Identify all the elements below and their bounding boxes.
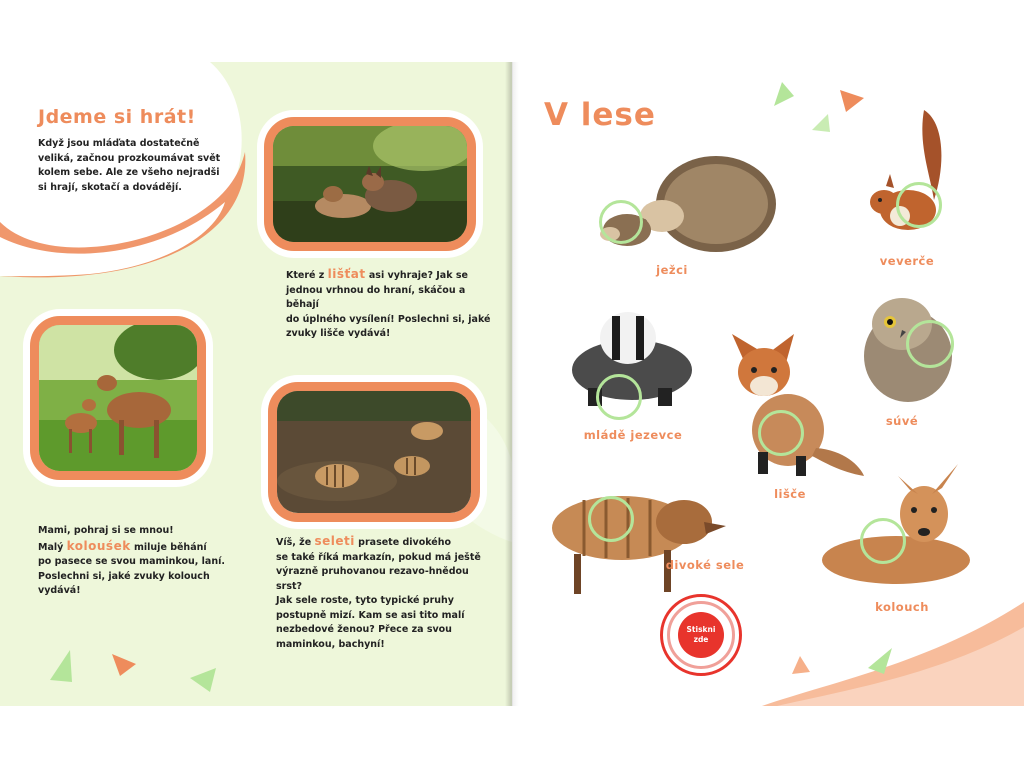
fox-line: zvuky lišče vydává! [286, 328, 391, 339]
fawn-sound-spot[interactable] [860, 518, 906, 564]
hedgehog-sound-spot[interactable] [599, 200, 643, 244]
boar-line: výrazně pruhovanou rezavo-hnědou srst? [276, 566, 469, 592]
squirrel-label: veverče [879, 254, 935, 268]
text-span: prasete divokého [354, 537, 452, 548]
badger-sound-spot[interactable] [596, 374, 642, 420]
fawn-and-doe-photo [30, 316, 206, 480]
intro-line: veliká, začnou prozkoumávat svět [38, 152, 221, 164]
boar-piglet-image [544, 470, 728, 600]
boar-line: nezbedové ženou? Přece za svou [276, 624, 452, 635]
highlight-word: seleti [314, 534, 355, 548]
fox-cubs-photo [264, 117, 476, 251]
page-heading: Jdeme si hrát! [38, 106, 196, 128]
intro-line: Když jsou mláďata dostatečně [38, 138, 200, 149]
owl-sound-spot[interactable] [906, 320, 954, 368]
press-here-label: Stiskni [686, 625, 716, 634]
boar-first-line [276, 534, 496, 551]
fawn-line: Mami, pohraj si se mnou! [38, 525, 174, 536]
press-here-ring [667, 601, 735, 669]
fox-line: jednou vrhnou do hraní, skáčou a běhají [286, 284, 466, 310]
fox-paragraph [286, 267, 496, 342]
text-span: asi vyhraje? Jak se [365, 270, 468, 281]
press-here-core [678, 612, 724, 658]
right-page [512, 62, 1024, 706]
boar-sound-spot[interactable] [588, 496, 634, 542]
squirrel-sound-spot[interactable] [896, 182, 942, 228]
fawn-line: vydává! [38, 585, 81, 596]
fawn-line: Poslechni si, jaké zvuky kolouch [38, 570, 210, 582]
intro-line: kolem sebe. Ale ze všeho nejradši [38, 167, 220, 178]
boar-line: Jak sele roste, tyto typické pruhy [276, 595, 454, 606]
page-heading: V lese [544, 97, 656, 133]
fox-first-line [286, 267, 496, 284]
boar-line: se také říká markazín, pokud má ještě [276, 551, 481, 563]
text-span: Malý [38, 541, 67, 553]
fox-label: lišče [774, 487, 806, 501]
owl-label: súvé [885, 414, 919, 428]
fox-line: do úplného vysílení! Poslechni si, jaké [286, 313, 491, 325]
press-here-button[interactable] [660, 594, 742, 676]
fawn-line: po pasece se svou maminkou, laní. [38, 556, 225, 567]
intro-line: si hrají, skotačí a dovádějí. [38, 181, 182, 193]
fawn-label: kolouch [875, 600, 929, 614]
book-spine [505, 62, 519, 706]
boar-label: divoké sele [665, 558, 745, 572]
boar-paragraph [276, 534, 496, 652]
left-page [0, 62, 512, 706]
wild-piglets-photo [268, 382, 480, 522]
text-span: miluje běhání [130, 541, 207, 553]
decorative-triangles [40, 638, 230, 698]
fawn-paragraph [38, 524, 238, 599]
fox-sound-spot[interactable] [758, 410, 804, 456]
text-span: Které z [286, 270, 328, 281]
boar-line: postupně mizí. Kam se asi tito malí [276, 609, 465, 621]
press-here-label: zde [693, 635, 709, 644]
text-span: Víš, že [276, 537, 315, 548]
intro-paragraph [38, 137, 238, 195]
highlight-word: lišťat [327, 267, 366, 281]
boar-line: maminkou, bachyní! [276, 638, 385, 650]
highlight-word: kolouśek [66, 538, 131, 553]
fawn-highlight-line [38, 539, 238, 556]
hedgehog-label: ježci [656, 263, 688, 277]
badger-label: mládě jezevce [583, 428, 683, 442]
fawn-image [816, 450, 992, 590]
